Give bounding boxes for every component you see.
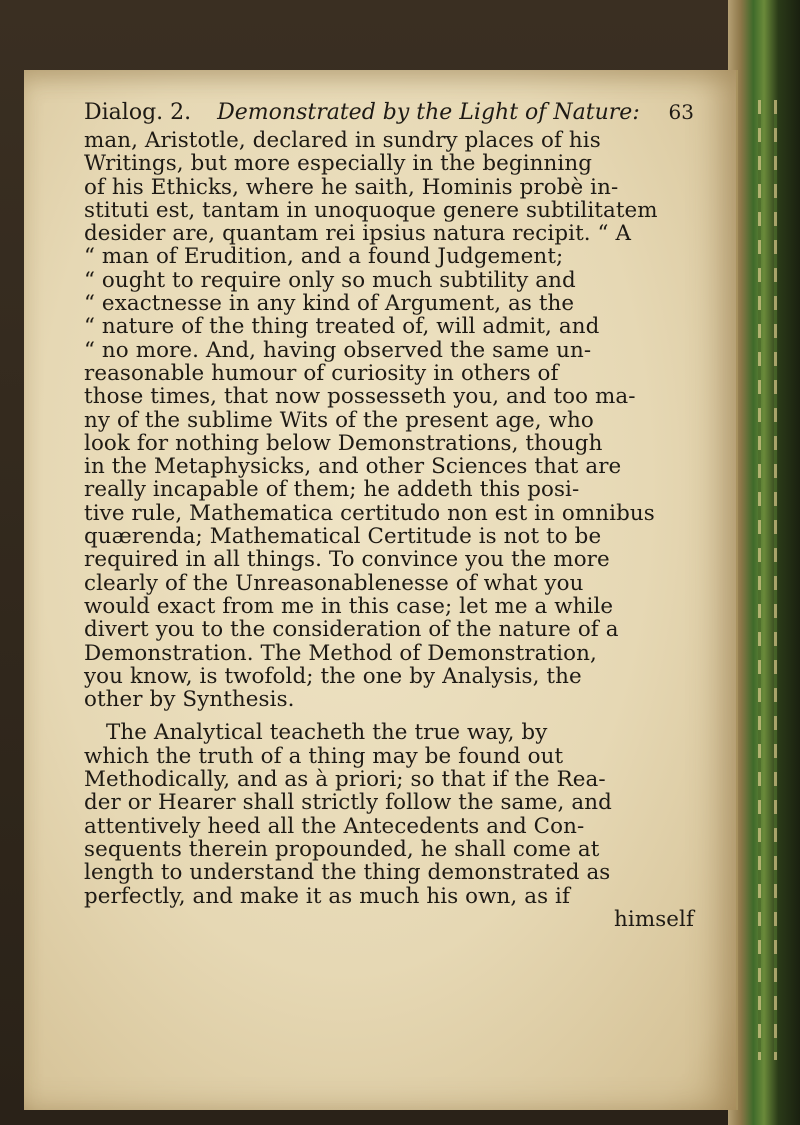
- text-line: sequents therein propounded, he shall come at: [84, 836, 600, 862]
- page-number: 63: [668, 100, 694, 124]
- text-line: The Analytical teacheth the true way, by: [106, 720, 548, 746]
- text-line: Demonstration. The Method of Demonstration,: [84, 640, 597, 666]
- text-line: Writings, but more especially in the beginning: [84, 151, 593, 177]
- text-line: other by Synthesis.: [84, 687, 295, 713]
- text-line: would exact from me in this case; let me a while: [84, 593, 614, 619]
- text-line: “ ought to require only so much subtility and: [84, 267, 576, 293]
- spine-stripe: [774, 100, 777, 1060]
- text-line: stituti est, tantam in unoquoque genere subtilitatem: [84, 197, 658, 223]
- text-line: man, Aristotle, declared in sundry places of his: [84, 128, 601, 153]
- text-line: quærenda; Mathematical Certitude is not to be: [84, 524, 602, 550]
- paper-page: [24, 70, 738, 1110]
- text-line: attentively heed all the Antecedents and Con-: [84, 813, 585, 839]
- text-block: [84, 100, 694, 931]
- text-line: divert you to the consideration of the nature of a: [84, 617, 619, 643]
- text-line: “ no more. And, having observed the same un-: [84, 337, 592, 363]
- text-line: you know, is twofold; the one by Analysis, the: [84, 663, 582, 689]
- text-line: length to understand the thing demonstrated as: [84, 860, 611, 886]
- text-line: which the truth of a thing may be found out: [84, 743, 564, 769]
- text-line: tive rule, Mathematica certitudo non est in omnibus: [84, 500, 655, 526]
- text-line: in the Metaphysicks, and other Sciences that are: [84, 454, 622, 480]
- catchword: himself: [614, 906, 694, 932]
- text-line: of his Ethicks, where he saith, Hominis probè in-: [84, 174, 619, 200]
- text-line: der or Hearer shall strictly follow the same, and: [84, 790, 612, 816]
- text-line: ny of the sublime Wits of the present age, who: [84, 407, 594, 433]
- text-line: desider are, quantam rei ipsius natura recipit. “ A: [84, 221, 632, 247]
- text-line: “ man of Erudition, and a found Judgement;: [84, 244, 564, 270]
- text-line: those times, that now possesseth you, and too ma-: [84, 384, 636, 410]
- text-line: “ exactnesse in any kind of Argument, as the: [84, 291, 575, 317]
- text-line: required in all things. To convince you the more: [84, 547, 610, 573]
- text-line: clearly of the Unreasonablenesse of what you: [84, 570, 584, 596]
- text-line: Methodically, and as à priori; so that if the Rea-: [84, 767, 606, 793]
- text-line: reasonable humour of curiosity in others of: [84, 360, 559, 386]
- running-title: Demonstrated by the Light of Nature:: [217, 100, 640, 125]
- text-line: perfectly, and make it as much his own, as if: [84, 883, 571, 909]
- text-line: “ nature of the thing treated of, will admit, and: [84, 314, 600, 340]
- page-header: [84, 100, 694, 125]
- text-line: really incapable of them; he addeth this posi-: [84, 477, 580, 503]
- book-spine-edge: [728, 0, 800, 1125]
- dialog-label: Dialog. 2.: [84, 100, 192, 125]
- text-line: look for nothing below Demonstrations, though: [84, 430, 603, 456]
- spine-stripe: [758, 100, 761, 1060]
